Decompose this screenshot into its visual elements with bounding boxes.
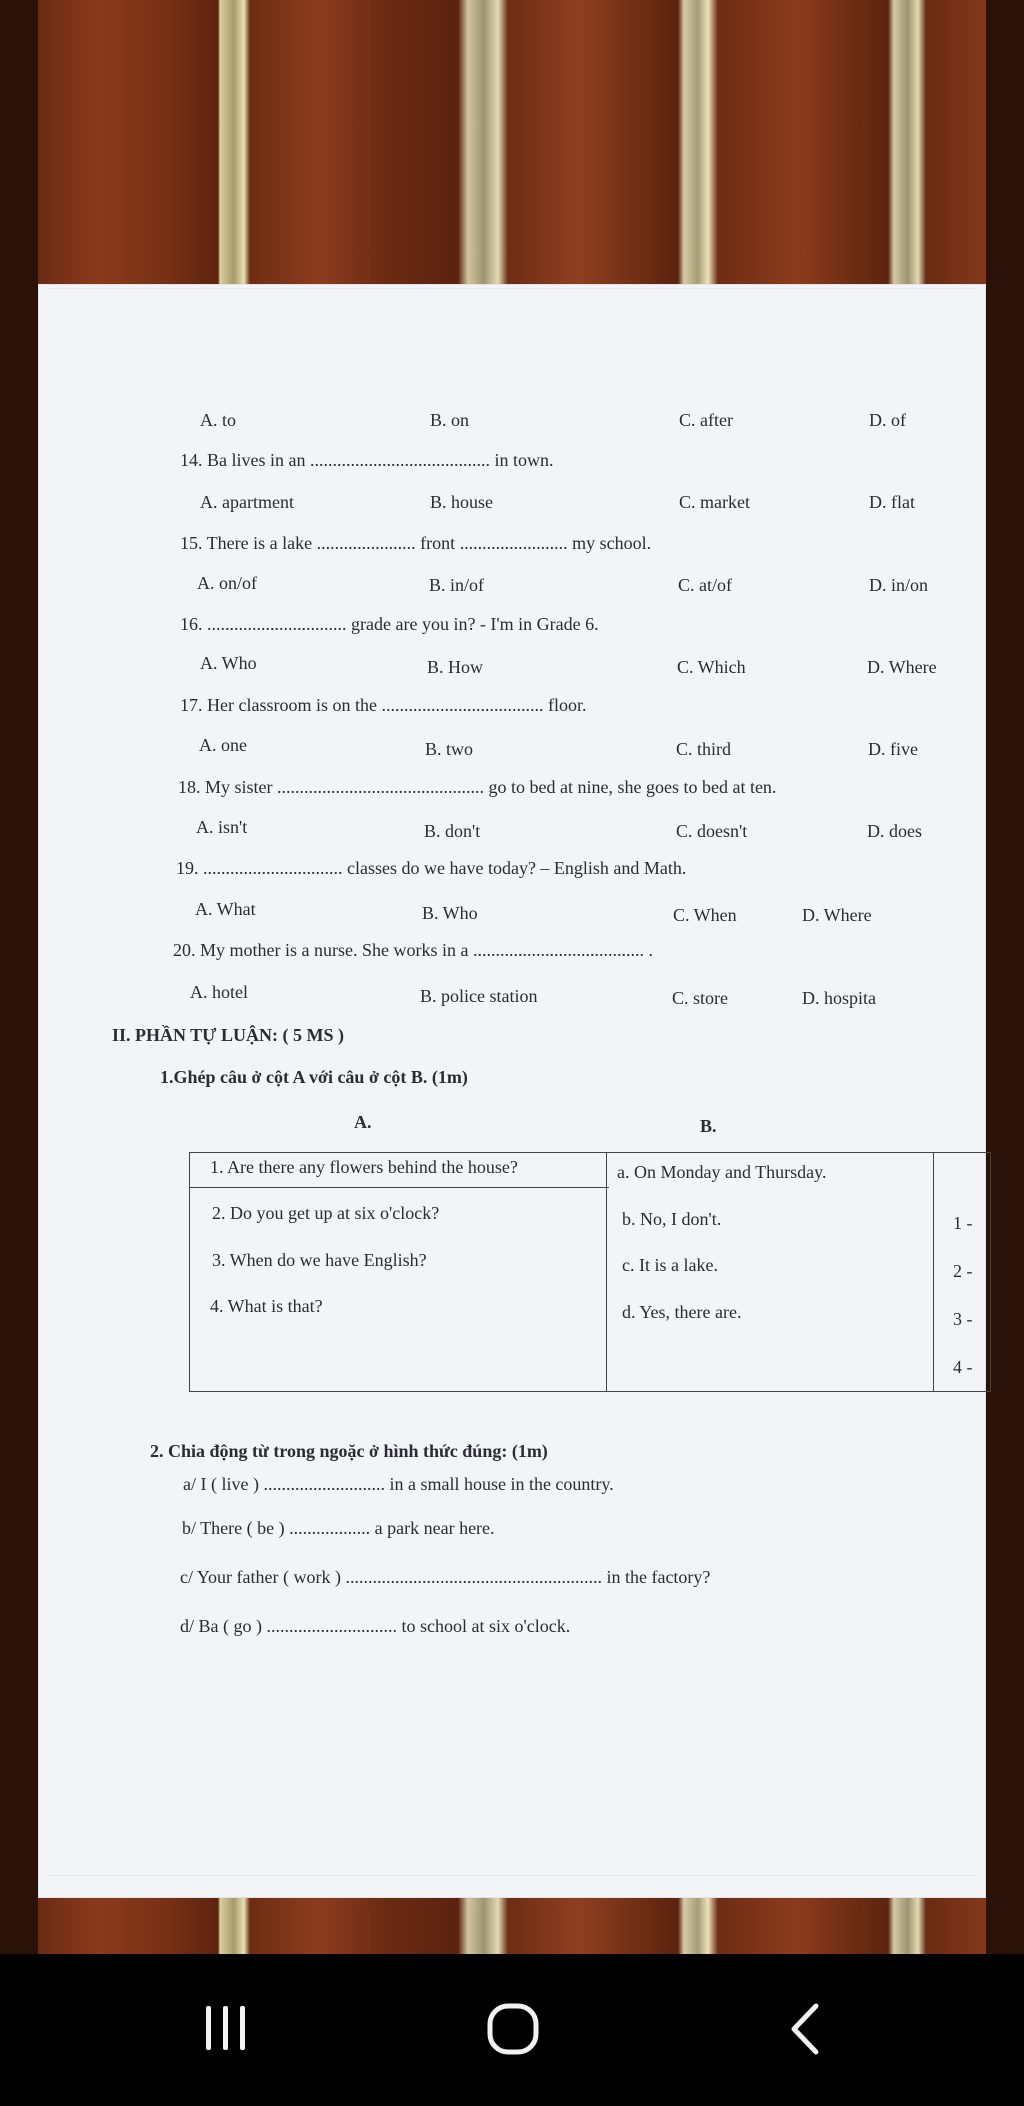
answer-3: 3 -: [953, 1309, 973, 1329]
q13-option-a: A. to: [200, 410, 236, 430]
task2-item-b: b/ There ( be ) .................. a park near here.: [182, 1518, 495, 1538]
task2-item-a: a/ I ( live ) ........................... in a small house in the country.: [183, 1474, 614, 1494]
task2-item-c: c/ Your father ( work ) ......................................................... in the factory?: [180, 1567, 711, 1587]
task2-item-d: d/ Ba ( go ) ............................. to school at six o'clock.: [180, 1616, 571, 1636]
q19-option-b: B. Who: [422, 903, 478, 923]
back-icon[interactable]: [780, 2002, 840, 2058]
navigation-bar: [0, 1954, 1024, 2106]
q20-option-b: B. police station: [420, 986, 538, 1006]
col-a-item-3: 3. When do we have English?: [212, 1250, 427, 1270]
q17-option-b: B. two: [425, 739, 474, 759]
task2-title: 2. Chia động từ trong ngoặc ở hình thức đúng: (1m): [150, 1441, 548, 1461]
q17-option-d: D. five: [868, 739, 918, 759]
q16-stem: 16. ............................... grade are you in? - I'm in Grade 6.: [180, 614, 599, 634]
task1-title: 1.Ghép câu ở cột A với câu ở cột B. (1m): [160, 1067, 468, 1087]
q20-option-d: D. hospita: [802, 988, 876, 1008]
section-2-heading: II. PHẦN TỰ LUẬN: ( 5 MS ): [112, 1025, 344, 1045]
q13-option-c: C. after: [679, 410, 733, 430]
q20-option-a: A. hotel: [190, 982, 248, 1002]
col-a-item-1: 1. Are there any flowers behind the house?: [210, 1157, 518, 1177]
col-b-item-c: c. It is a lake.: [622, 1255, 718, 1275]
q14-stem: 14. Ba lives in an ........................................ in town.: [180, 450, 554, 470]
q14-blank: ........................................: [309, 450, 490, 470]
q20-option-c: C. store: [672, 988, 728, 1008]
col-a-header: A.: [354, 1112, 372, 1132]
q20-stem: 20. My mother is a nurse. She works in a ...................................... .: [173, 940, 653, 960]
col-b-item-a: a. On Monday and Thursday.: [617, 1162, 827, 1182]
col-a-item-2: 2. Do you get up at six o'clock?: [212, 1203, 440, 1223]
q13-option-d: D. of: [869, 410, 906, 430]
q19-stem: 19. ............................... classes do we have today? – English and Math.: [176, 858, 687, 878]
q19-option-a: A. What: [195, 899, 256, 919]
q15-stem: 15. There is a lake ...................... front ........................ my school.: [180, 533, 652, 553]
q19-option-c: C. When: [673, 905, 737, 925]
q14-option-c: C. market: [679, 492, 750, 512]
q16-option-c: C. Which: [677, 657, 746, 677]
q18-option-c: C. doesn't: [676, 821, 748, 841]
q18-stem: 18. My sister .............................................. go to bed at nine, she goes to bed at ten.: [178, 777, 777, 797]
q17-option-a: A. one: [199, 735, 247, 755]
q18-option-b: B. don't: [424, 821, 481, 841]
q15-option-a: A. on/of: [197, 573, 257, 593]
col-a-item-4: 4. What is that?: [210, 1296, 323, 1316]
home-icon[interactable]: [484, 2002, 544, 2058]
answer-1: 1 -: [953, 1213, 973, 1233]
answer-2: 2 -: [953, 1261, 973, 1281]
exam-paper: [38, 284, 986, 1898]
q16-option-d: D. Where: [867, 657, 937, 677]
col-b-item-d: d. Yes, there are.: [622, 1302, 742, 1322]
q14-option-d: D. flat: [869, 492, 915, 512]
q14-option-b: B. house: [430, 492, 493, 512]
q17-option-c: C. third: [676, 739, 732, 759]
recent-apps-icon[interactable]: [196, 2002, 256, 2058]
q14-option-a: A. apartment: [200, 492, 294, 512]
q17-stem: 17. Her classroom is on the .................................... floor.: [180, 695, 587, 715]
q16-option-a: A. Who: [200, 653, 257, 673]
q15-option-c: C. at/of: [678, 575, 732, 595]
q18-option-d: D. does: [867, 821, 922, 841]
q15-option-d: D. in/on: [869, 575, 929, 595]
q18-option-a: A. isn't: [196, 817, 248, 837]
matching-table: [189, 1152, 991, 1392]
answer-4: 4 -: [953, 1357, 973, 1377]
q15-option-b: B. in/of: [429, 575, 485, 595]
col-b-header: B.: [700, 1116, 717, 1136]
q16-option-b: B. How: [427, 657, 484, 677]
q13-option-b: B. on: [430, 410, 470, 430]
q19-option-d: D. Where: [802, 905, 872, 925]
col-b-item-b: b. No, I don't.: [622, 1209, 722, 1229]
